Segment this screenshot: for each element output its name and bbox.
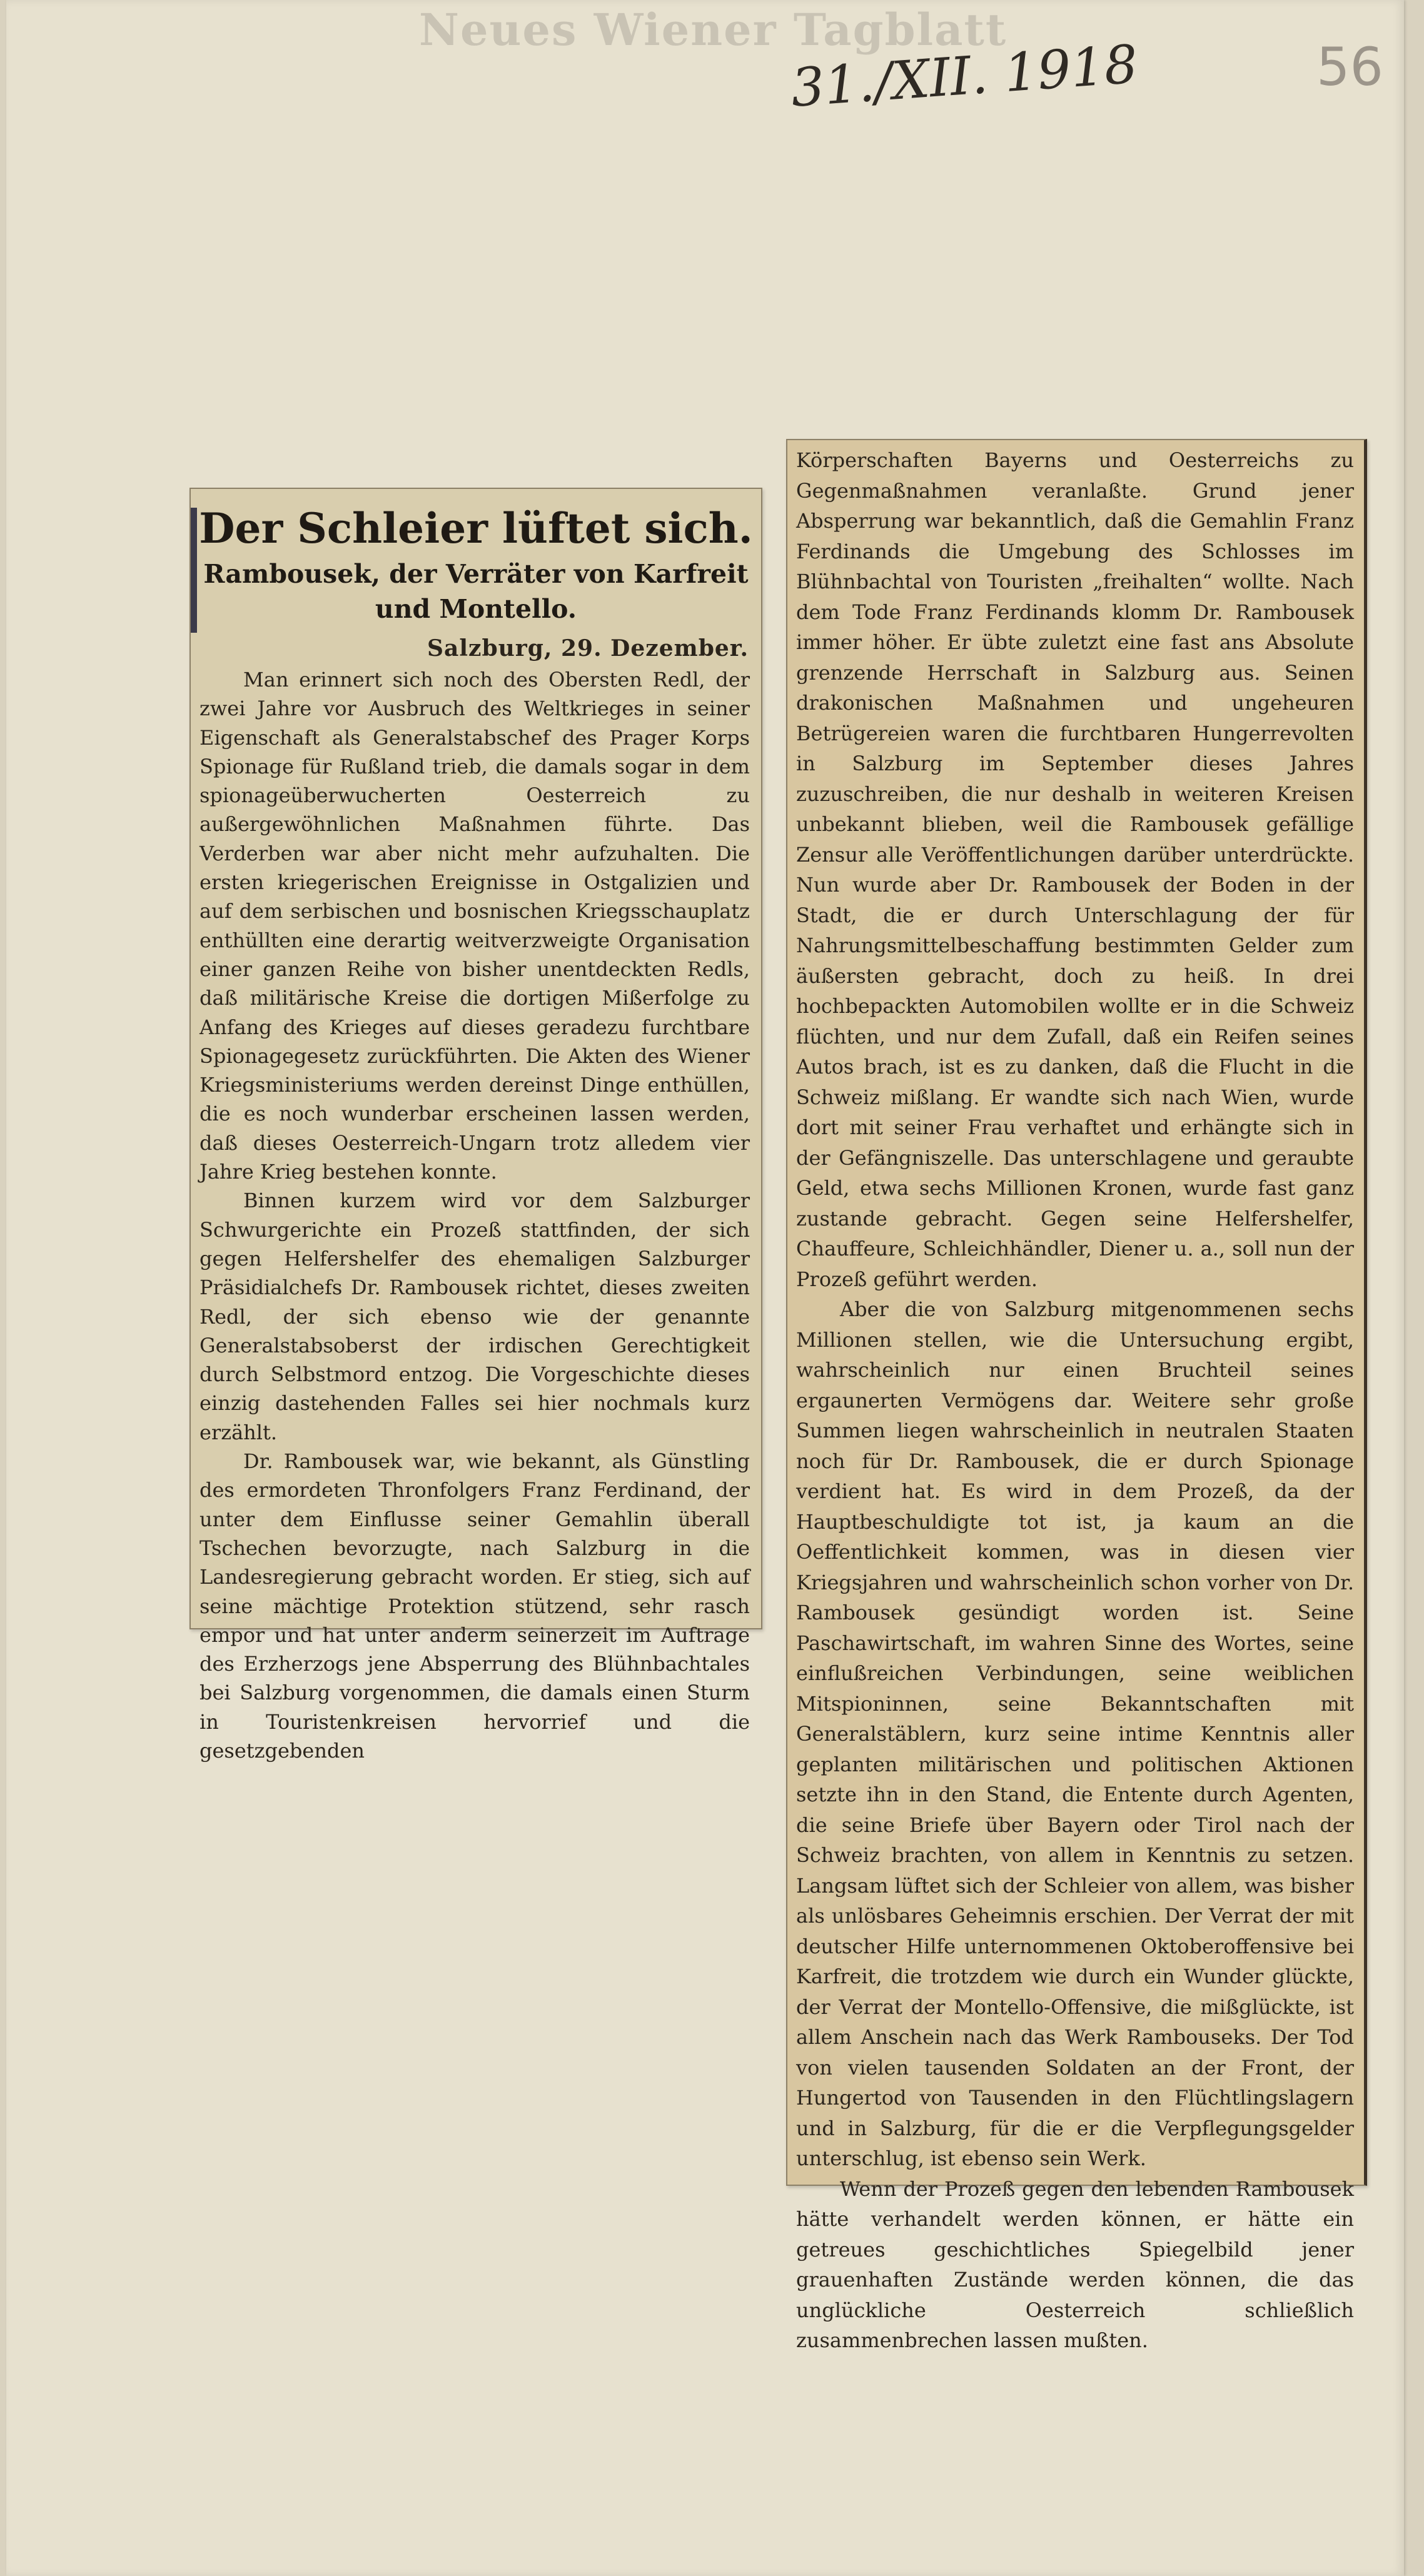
article-dateline: Salzburg, 29. Dezember. <box>427 635 749 662</box>
paragraph: Wenn der Prozeß gegen den lebenden Rambousek hätte verhandelt werden können, er hätte ein getreues geschichtliches Spiegelbild jener grauenhaften Zustände werden können, die das unglückliche Oesterreich schließlich zusammenbrechen lassen mußten. <box>796 2176 1354 2352</box>
paragraph: Binnen kurzem wird vor dem Salzburger Schwurgerichte ein Prozeß stattfinden, der sich gegen Helfershelfer des ehemaligen Salzburger Präsidialchefs Dr. Rambousek richtet, dieses zweiten Redl, der sich ebenso wie der genannte Generalstabsoberst der irdischen Gerechtigkeit durch Selbstmord entzog. Die Vorgeschichte dieses einzig dastehenden Falles sei hier nochmals kurz erzählt. <box>199 1189 750 1444</box>
article-headline: Der Schleier lüftet sich. <box>199 504 753 553</box>
clipping-left-column <box>189 488 762 1763</box>
article-body-right <box>796 445 1354 2352</box>
archive-sheet <box>6 0 1404 2576</box>
handwritten-date: 31./XII. 1918 <box>789 33 1140 119</box>
newspaper-masthead-stamp: Neues Wiener Tagblatt <box>419 4 1007 56</box>
paragraph: Aber die von Salzburg mitgenommenen sechs Millionen stellen, wie die Untersuchung ergibt, wahrscheinlich nur einen Bruchteil seines ergaunerten Vermögens dar. Weitere sehr große Summen liegen wahrscheinlich in neutralen Staaten noch für Dr. Rambousek, die er durch Spionage verdient hat. Es wird in dem Prozeß, da der Hauptbeschuldigte tot ist, ja kaum an die Oeffentlichkeit kommen, was in diesen vier Kriegsjahren und wahrscheinlich schon vorher von Dr. Rambousek gesündigt worden ist. Seine Paschawirtschaft, im wahren Sinne des Wortes, seine einflußreichen Verbindungen, seine weiblichen Mitspioninnen, seine Bekanntschaften mit Generalstäblern, kurz seine intime Kenntnis aller geplanten militärischen und politischen Aktionen setzte ihn in den Stand, die Entente durch Agenten, die seine Briefe über Bayern oder Tirol nach der Schweiz brachten, von allem in Kenntnis zu setzen. Langsam lüftet sich der Schleier von allem, was bisher als unlösbares Geheimnis erschien. Der Verrat der mit deutscher Hilfe unternommenen Oktoberoffensive bei Karfreit, die trotzdem wie durch ein Wunder glückte, der Verrat der Montello-Offensive, die mißglückte, ist allem Anschein nach das Werk Rambouseks. Der Tod von vielen tausenden Soldaten an der Front, der Hungertod von Tausenden in den Flüchtlingslagern und in Salzburg, für die er die Verpflegungsgelder unterschlug, ist ebenso sein Werk. <box>796 1297 1354 2170</box>
clipping-right-column <box>786 439 1367 2352</box>
article-subheadline: Rambousek, der Verräter von Karfreit und Montello. <box>203 559 749 624</box>
article-body-left <box>199 665 750 1763</box>
page-number: 56 <box>1316 36 1383 98</box>
paragraph: Man erinnert sich noch des Obersten Redl, der zwei Jahre vor Ausbruch des Weltkrieges in seiner Eigenschaft als Generalstabschef des Prager Korps Spionage für Rußland trieb, die damals sogar in dem spionageüberwucherten Oesterreich zu außergewöhnlichen Maßnahmen führte. Das Verderben war aber nicht mehr aufzuhalten. Die ersten kriegerischen Ereignisse in Ostgalizien und auf dem serbischen und bosnischen Kriegsschauplatz enthüllten eine derartig weitverzweigte Organisation einer ganzen Reihe von bisher unentdeckten Redls, daß militärische Kreise die dortigen Mißerfolge zu Anfang des Krieges auf dieses geradezu furchtbare Spionagegesetz zurückführten. Die Akten des Wiener Kriegsministeriums werden dereinst Dinge enthüllen, die es noch wunderbar erscheinen lassen werden, daß dieses Oesterreich-Ungarn trotz alledem vier Jahre Krieg bestehen konnte. <box>199 668 750 1184</box>
paragraph: Dr. Rambousek war, wie bekannt, als Günstling des ermordeten Thronfolgers Franz Ferdinand, der unter dem Einflusse seiner Gemahlin überall Tschechen bevorzugte, nach Salzburg in die Landesregierung gebracht worden. Er stieg, sich auf seine mächtige Protektion stützend, sehr rasch empor und hat unter anderm seinerzeit im Auftrage des Erzherzogs jene Absperrung des Blühnbachtales bei Salzburg vorgenommen, die damals einen Sturm in Touristenkreisen hervorrief und die gesetzgebenden <box>199 1449 750 1763</box>
paragraph: Körperschaften Bayerns und Oesterreichs zu Gegenmaßnahmen veranlaßte. Grund jener Absperrung war bekanntlich, daß die Gemahlin Franz Ferdinands die Umgebung des Schlosses im Blühnbachtal von Touristen „freihalten“ wollte. Nach dem Tode Franz Ferdinands klomm Dr. Rambousek immer höher. Er übte zuletzt eine fast ans Absolute grenzende Herrschaft in Salzburg aus. Seinen drakonischen Maßnahmen und ungeheuren Betrügereien waren die furchtbaren Hungerrevolten in Salzburg im September dieses Jahres zuzuschreiben, die nur deshalb in weiteren Kreisen unbekannt blieben, weil die Rambousek gefällige Zensur alle Veröffentlichungen darüber unterdrückte. Nun wurde aber Dr. Rambousek der Boden in der Stadt, die er durch Unterschlagung der für Nahrungsmittelbeschaffung bestimmten Gelder zum äußersten gebracht, doch zu heiß. In drei hochbepackten Automobilen wollte er in die Schweiz flüchten, und nur dem Zufall, daß ein Reifen seines Autos brach, ist es zu danken, daß die Flucht in die Schweiz mißlang. Er wandte sich nach Wien, wurde dort mit seiner Frau verhaftet und erhängte sich in der Gefängniszelle. Das unterschlagene und geraubte Geld, etwa sechs Millionen Kronen, wurde fast ganz zustande gebracht. Gegen seine Helfershelfer, Chauffeure, Schleichhändler, Diener u. a., soll nun der Prozeß geführt werden. <box>796 448 1354 1291</box>
